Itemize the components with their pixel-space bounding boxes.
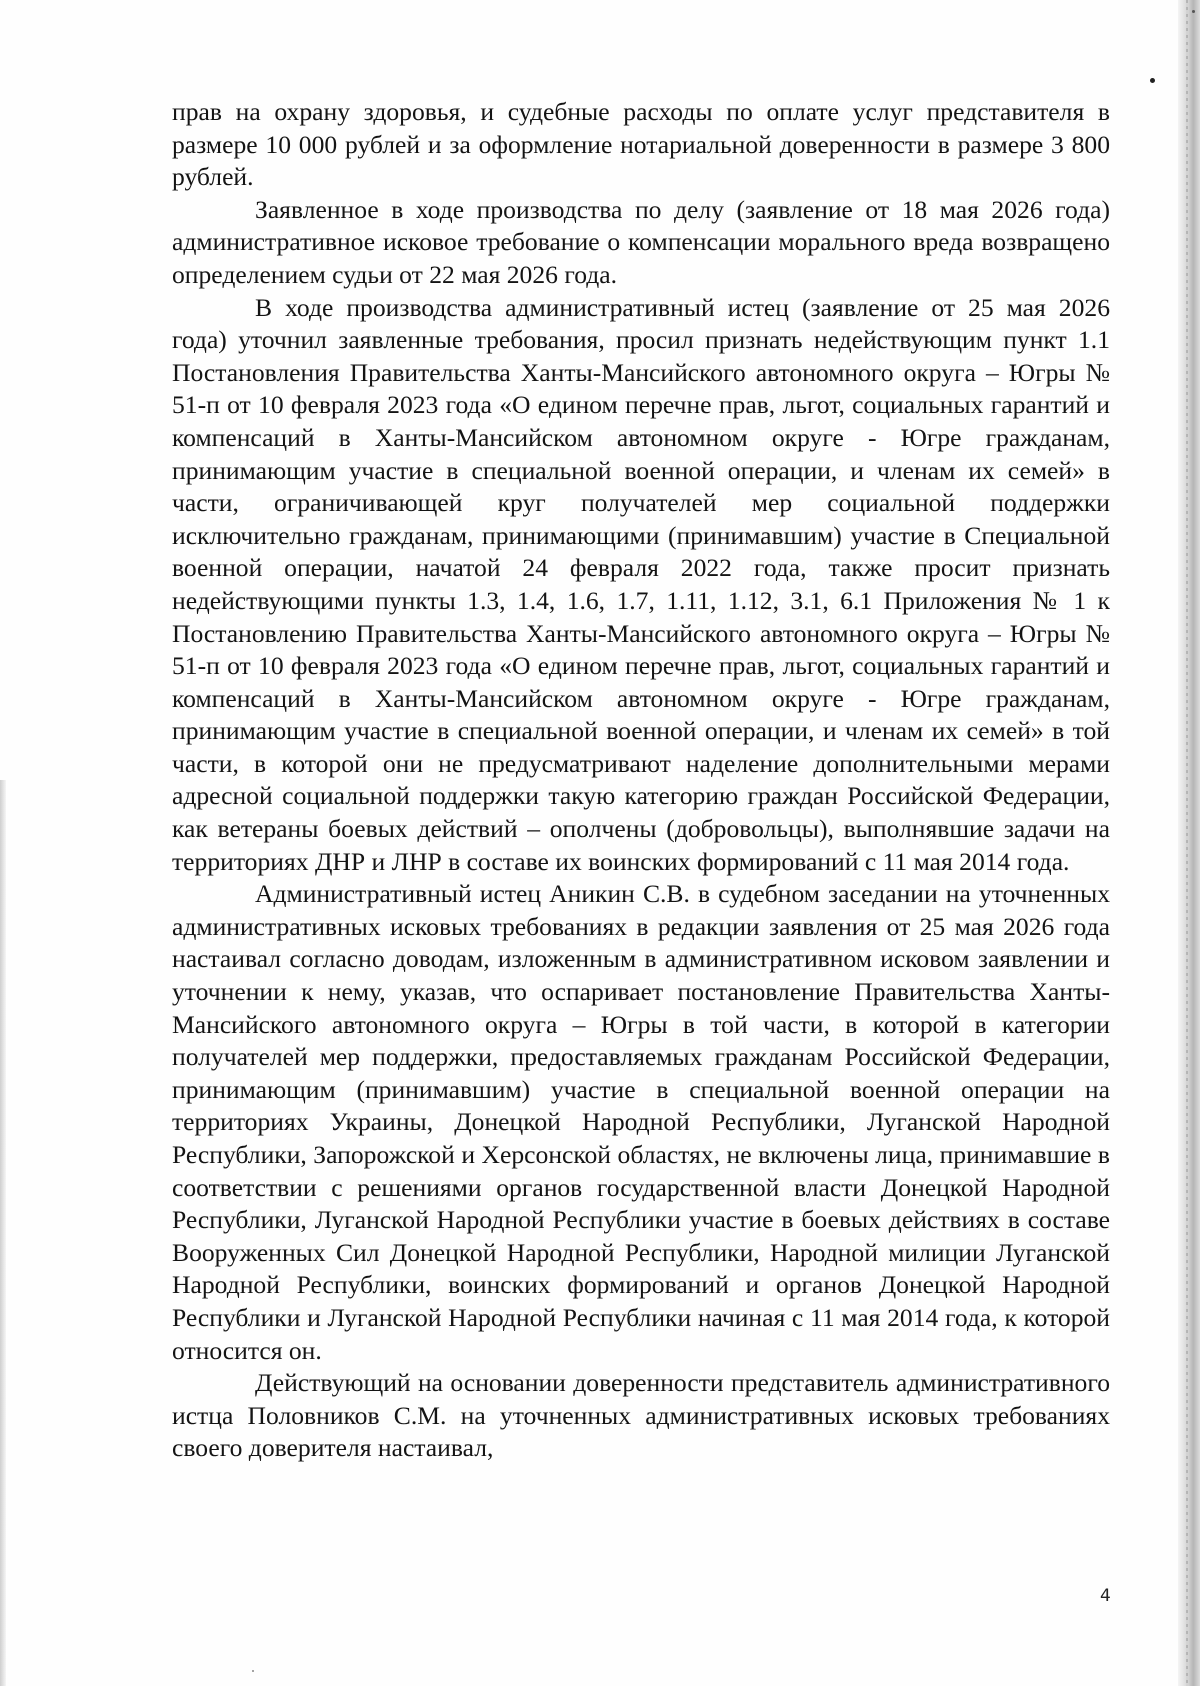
scan-speck — [252, 1670, 254, 1672]
paragraph-plaintiff-position: Административный истец Аникин С.В. в судебном заседании на уточненных административных исковых требованиях в редакции заявления от 25 мая 2026 года настаивал согласно доводам, изложенным в административном исковом заявлении и уточнении к нему, указав, что оспаривает постановление Правительства Ханты-Мансийского автономного округа – Югры в той части, в которой в категории получателей мер поддержки, предоставляемых гражданам Российской Федерации, принимающим (принимавшим) участие в специальной военной операции на территориях Украины, Донецкой Народной Республики, Луганской Народной Республики, Запорожской и Херсонской областях, не включены лица, принимавшие в соответствии с решениями органов государственной власти Донецкой Народной Республики, Луганской Народной Республики участие в боевых действиях в составе Вооруженных Сил Донецкой Народной Республики, Народной милиции Луганской Народной Республики, воинских формирований и органов Донецкой Народной Республики и Луганской Народной Республики начиная с 11 мая 2014 года, к которой относится он. — [172, 879, 1110, 1365]
paragraph-representative-position: Действующий на основании доверенности представитель административного истца Половников С.М. на уточненных административных исковых требованиях своего доверителя настаивал, — [172, 1368, 1110, 1463]
scan-edge-right — [1178, 0, 1200, 1686]
scan-edge-left — [0, 780, 6, 1686]
paragraph-returned-claim: Заявленное в ходе производства по делу (заявление от 18 мая 2026 года) административное исковое требование о компенсации морального вреда возвращено определением судьи от 22 мая 2026 года. — [172, 194, 1110, 289]
document-body — [172, 96, 1110, 1465]
paragraph-continuation: прав на охрану здоровья, и судебные расходы по оплате услуг представителя в размере 10 000 рублей и за оформление нотариальной доверенности в размере 3 800 рублей. — [172, 97, 1110, 192]
scan-speck — [1192, 10, 1195, 13]
paragraph-clarified-claims: В ходе производства административный истец (заявление от 25 мая 2026 года) уточнил заявленные требования, просил признать недействующим пункт 1.1 Постановления Правительства Ханты-Мансийского автономного округа – Югры № 51-п от 10 февраля 2023 года «О едином перечне прав, льгот, социальных гарантий и компенсаций в Ханты-Мансийском автономном округе - Югре гражданам, принимающим участие в специальной военной операции, и членам их семей» в части, ограничивающей круг получателей мер социальной поддержки исключительно гражданам, принимающими (принимавшим) участие в Специальной военной операции, начатой 24 февраля 2022 года, также просит признать недействующими пункты 1.3, 1.4, 1.6, 1.7, 1.11, 1.12, 3.1, 6.1 Приложения № 1 к Постановлению Правительства Ханты-Мансийского автономного округа – Югры № 51-п от 10 февраля 2023 года «О едином перечне прав, льгот, социальных гарантий и компенсаций в Ханты-Мансийском автономном округе - Югре гражданам, принимающим участие в специальной военной операции, и членам их семей» в той части, в которой они не предусматривают наделение дополнительными мерами адресной социальной поддержки такую категорию граждан Российской Федерации, как ветераны боевых действий – ополчены (добровольцы), выполнявшие задачи на территориях ДНР и ЛНР в составе их воинских формирований с 11 мая 2014 года. — [172, 292, 1110, 876]
page-number: 4 — [1100, 1586, 1111, 1606]
scan-speck — [1150, 78, 1155, 83]
